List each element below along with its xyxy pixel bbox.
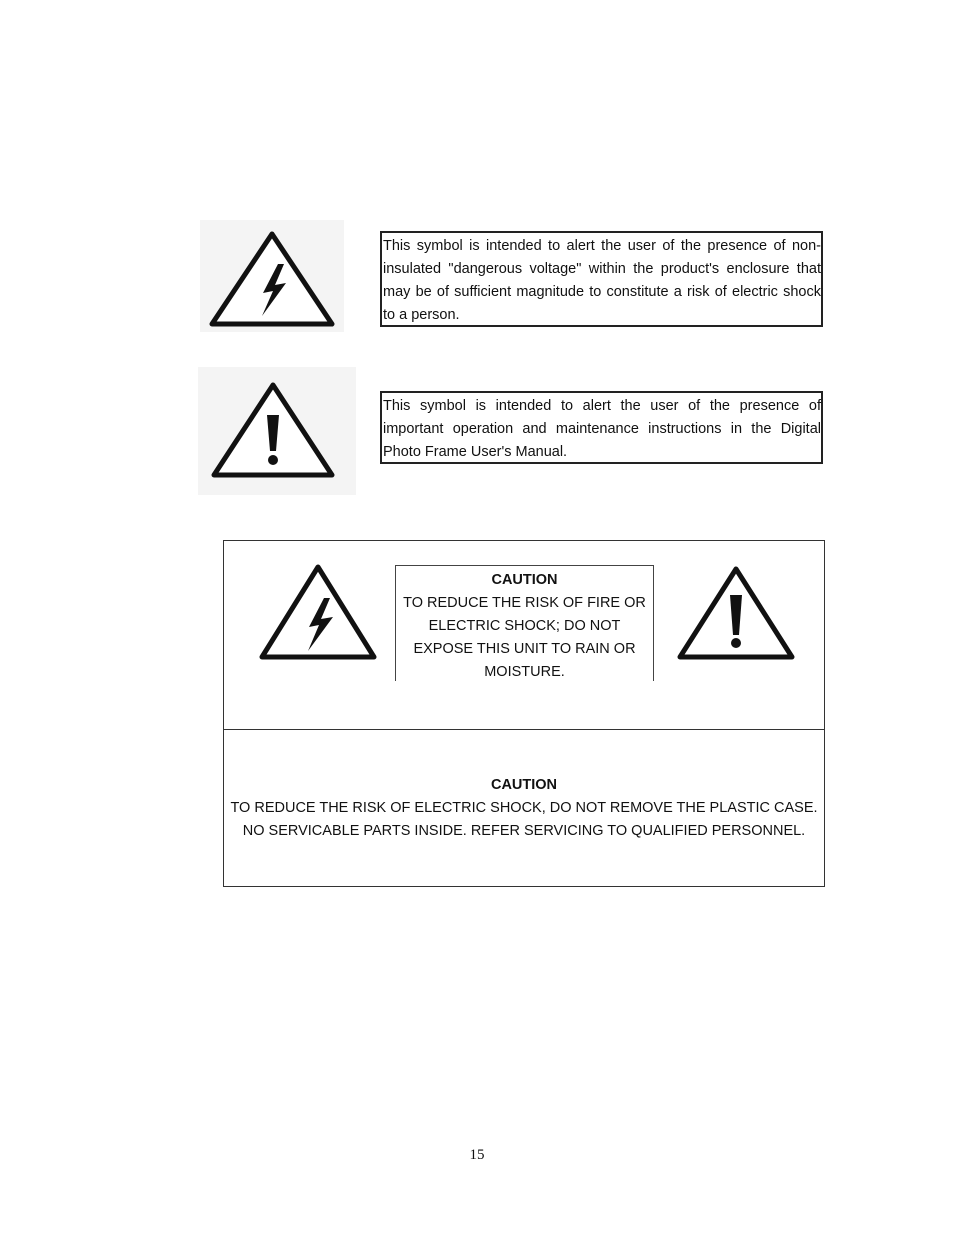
panel-divider: [224, 729, 824, 730]
exclamation-warning-icon: [664, 553, 804, 665]
exclamation-warning-icon: [198, 367, 356, 495]
fire-shock-caution: [395, 565, 654, 681]
case-removal-caution: [224, 774, 824, 843]
caution-line: ELECTRIC SHOCK; DO NOT: [428, 618, 621, 634]
caution-line: EXPOSE THIS UNIT TO RAIN OR: [413, 641, 636, 657]
page-number: 15: [469, 1147, 485, 1163]
lightning-warning-icon: [200, 220, 344, 332]
caution-line: MOISTURE.: [484, 664, 565, 680]
exclamation-symbol-description: This symbol is intended to alert the user of the presence of important operation and maintenance instructions in the Digital Photo Frame User's Manual.: [380, 391, 823, 464]
caution-line: TO REDUCE THE RISK OF ELECTRIC SHOCK, DO NOT REMOVE THE PLASTIC CASE.: [230, 800, 818, 816]
caution-heading: CAUTION: [490, 777, 558, 793]
lightning-warning-icon: [248, 555, 388, 665]
lightning-symbol-description: This symbol is intended to alert the user of the presence of non-insulated "dangerous voltage" within the product's enclosure that may be of sufficient magnitude to constitute a risk of electric shock to a person.: [380, 231, 823, 327]
caution-line: NO SERVICABLE PARTS INSIDE. REFER SERVICING TO QUALIFIED PERSONNEL.: [242, 823, 806, 839]
caution-line: TO REDUCE THE RISK OF FIRE OR: [403, 595, 646, 611]
caution-panel: [223, 540, 825, 887]
caution-heading: CAUTION: [491, 572, 558, 588]
